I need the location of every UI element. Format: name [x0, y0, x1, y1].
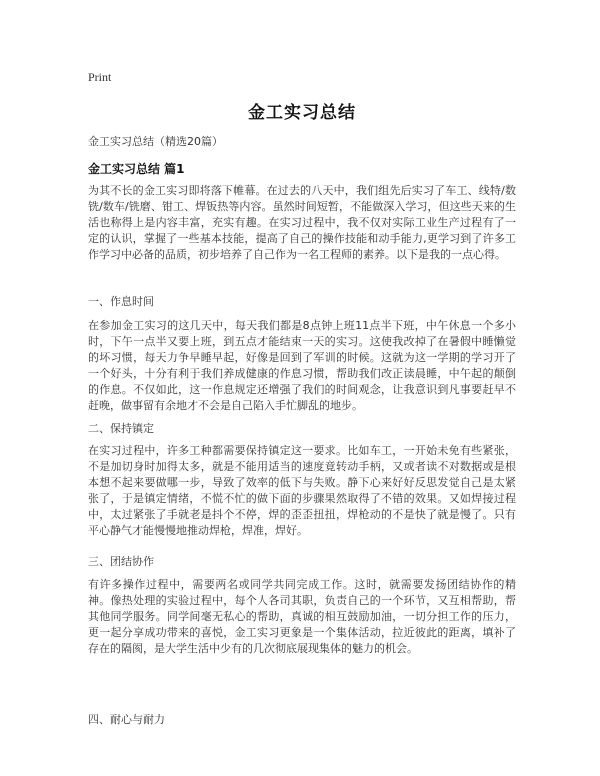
paragraph-intro: 为其不长的金工实习即将落下帷幕。在过去的八天中，我们组先后实习了车工、线特/数铣/数车/铣磨、钳工、焊钣热等内容。虽然时间短暂，不能做深入学习，但这些天来的生活也称得上是内容丰富，充实有趣。在实习过程中，我不仅对实际工业生产过程有了一定的认识，掌握了一些基本技能，提高了自己的操作技能和动手能力,更学习到了许多工作学习中必备的品质，初步培养了自己作为一名工程师的素养。以下是我的一点心得。 — [88, 184, 516, 261]
heading-teamwork: 三、团结协作 — [88, 555, 154, 568]
heading-stay-calm: 二、保持镇定 — [88, 422, 154, 435]
heading-patience: 四、耐心与耐力 — [88, 713, 165, 726]
section-title: 金工实习总结 篇1 — [88, 162, 185, 176]
heading-rest-schedule: 一、作息时间 — [88, 295, 154, 308]
paragraph-rest-schedule: 在参加金工实习的这几天中，每天我们都是8点钟上班11点半下班，中午休息一个多小时，下午一点半又要上班，到五点才能结束一天的实习。这使我改掉了在暑假中睡懒觉的坏习惯，每天力争早睡早起，好像是回到了军训的时候。这就为这一学期的学习开了一个好头，十分有利于我们养成健康的作息习惯，帮助我们改正读晨睡，中午起的颠倒的作息。不仅如此，这一作息规定还增强了我们的时间观念，让我意识到凡事要赶早不赶晚，做事留有余地才不会是自己陷入手忙脚乱的地步。 — [88, 319, 516, 412]
print-link[interactable]: Print — [88, 70, 112, 84]
page-title: 金工实习总结 — [248, 103, 356, 123]
paragraph-teamwork: 有许多操作过程中，需要两名或同学共同完成工作。这时，就需要发扬团结协作的精神。像热处理的实验过程中，每个人各司其职，负责自己的一个环节，又互相帮助，帮其他同学服务。同学间毫无私心的帮助，真诚的相互鼓励加油，一切分担工作的压力，更一起分享成功带来的喜悦，金工实习更象是一个集体活动，拉近彼此的距离，填补了存在的隔阂，是大学生活中少有的几次彻底展现集体的魅力的机会。 — [88, 578, 516, 655]
document-subtitle: 金工实习总结（精选20篇） — [88, 135, 223, 148]
paragraph-stay-calm: 在实习过程中，许多工种都需要保持镇定这一要求。比如车工，一开始未免有些紧张，不是加切身时加得太多，就是不能用适当的速度竟转动手柄，又或者读不对数据或是根本想不起来要做哪一步，导致了效率的低下与失败。静下心来好好反思发觉自己是太紧张了，于是镇定情绪，不慌不忙的做下面的步骤果然取得了不错的效果。又如焊接过程中，太过紧张了手就老是抖个不停，焊的歪歪扭扭，焊枪动的不是快了就是慢了。只有平心静气才能慢慢地推动焊枪，焊准，焊好。 — [88, 444, 516, 537]
